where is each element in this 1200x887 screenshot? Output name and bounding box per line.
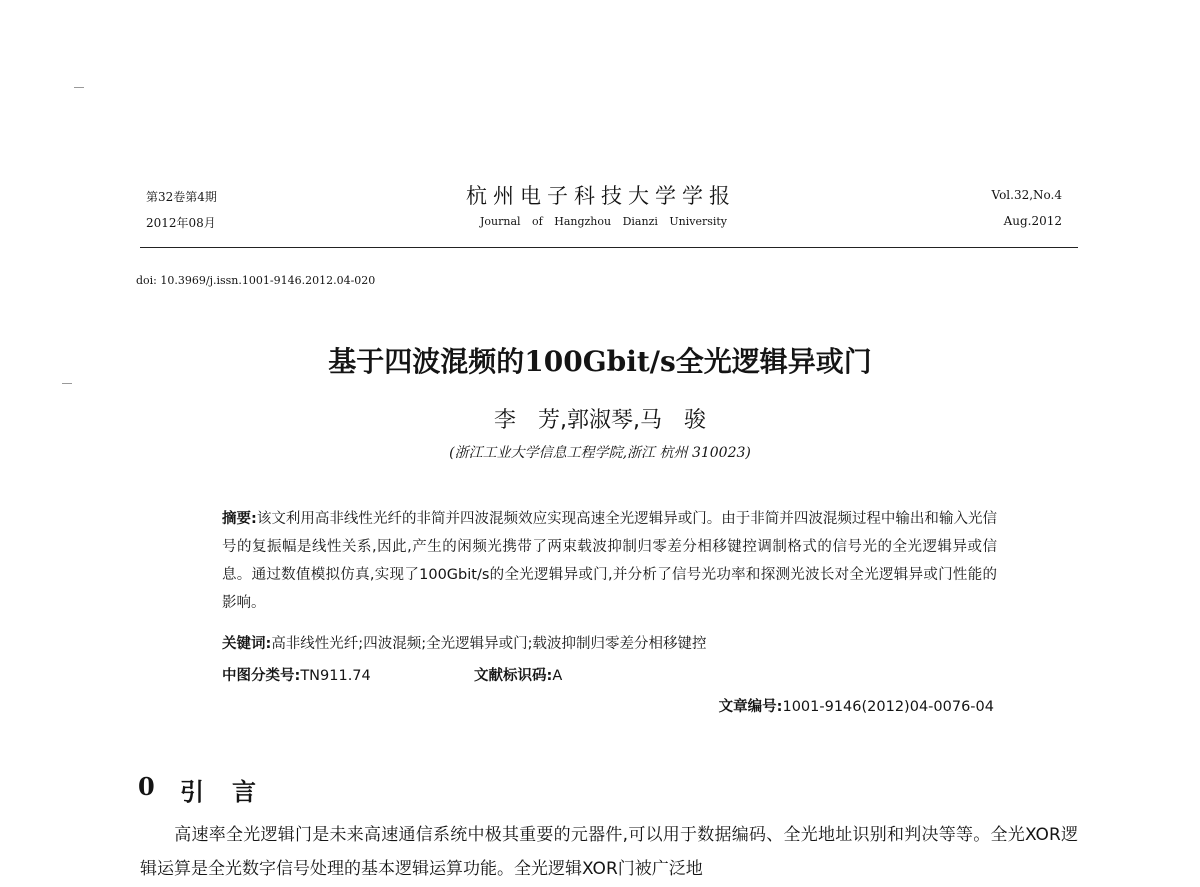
keywords-label: 关键词: [222,636,272,652]
article-no-value: 1001-9146(2012)04-0076-04 [782,699,994,715]
doc-code-value: A [552,668,563,684]
header-date-en: Aug.2012 [1003,214,1062,228]
keywords [222,632,706,653]
paper-authors: 李 芳,郭淑琴,马 骏 [494,408,706,433]
section-number: 0 [138,772,155,801]
header-rule [140,247,1078,248]
abstract-text: 该文利用高非线性光纤的非简并四波混频效应实现高速全光逻辑异或门。由于非简并四波混频过程中输出和输入光信号的复振幅是线性关系,因此,产生的闲频光携带了两束载波抑制归零差分相移键控调制格式的信号光的全光逻辑异或信息。通过数值模拟仿真,实现了100Gbit/s的全光逻辑异或门,并分析了信号光功率和探测光波长对全光逻辑异或门性能的影响。 [222,511,997,611]
abstract-label: 摘要: [222,511,257,527]
body-paragraph-text: 高速率全光逻辑门是未来高速通信系统中极其重要的元器件,可以用于数据编码、全光地址识别和判决等等。全光XOR逻辑运算是全光数字信号处理的基本逻辑运算功能。全光逻辑XOR门被广泛地 [140,825,1078,879]
scan-speck [74,87,84,88]
scan-speck [62,383,72,384]
clc-label: 中图分类号: [222,668,301,684]
abstract [222,505,997,617]
article-no-label: 文章编号: [718,699,783,715]
clc-value: TN911.74 [300,668,371,684]
keywords-text: 高非线性光纤;四波混频;全光逻辑异或门;载波抑制归零差分相移键控 [271,636,707,652]
doi-line: doi: 10.3969/j.issn.1001-9146.2012.04-020 [136,274,376,287]
doc-code-label: 文献标识码: [474,668,553,684]
article-number [719,695,994,716]
clc-number [222,664,371,685]
header-volume-cn: 第32卷第4期 [146,190,217,204]
journal-title-en: Journal of Hangzhou Dianzi University [480,215,728,228]
paper-title: 基于四波混频的100Gbit/s全光逻辑异或门 [328,345,872,378]
journal-title-cn: 杭州电子科技大学学报 [466,184,736,208]
header-volume-en: Vol.32,No.4 [991,188,1062,202]
section-title: 引言 [180,778,284,806]
header-date-cn: 2012年08月 [146,216,216,230]
document-code [474,664,562,685]
paper-affiliation: (浙江工业大学信息工程学院,浙江 杭州 310023) [449,445,751,461]
body-paragraph [140,818,1078,886]
